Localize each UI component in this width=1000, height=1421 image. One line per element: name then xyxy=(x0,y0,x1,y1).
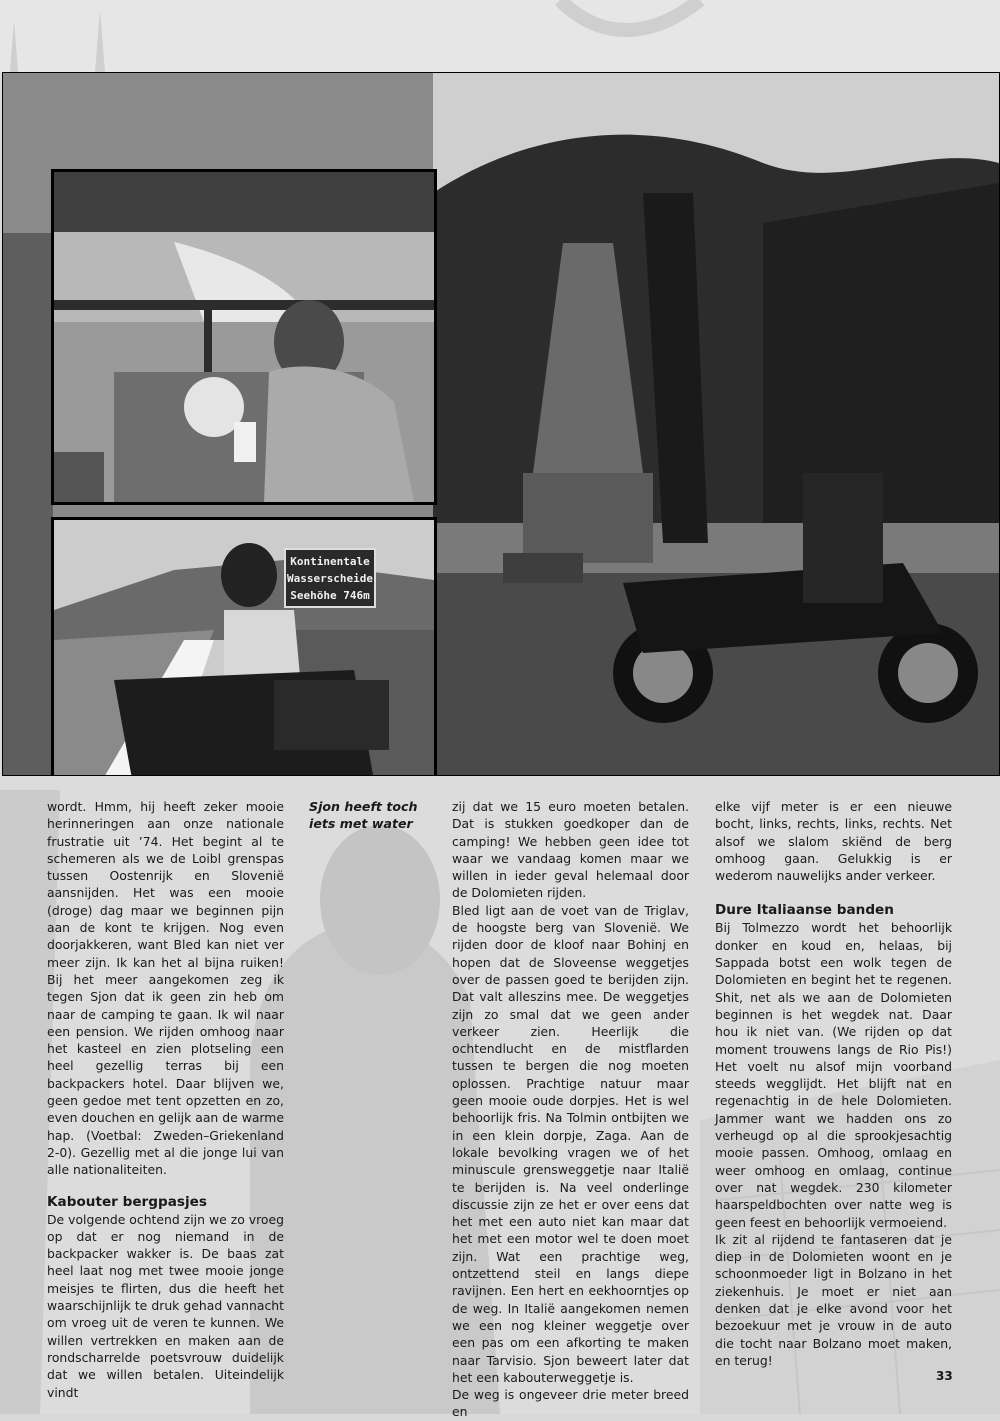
paragraph: elke vijf meter is er een nieuwe bocht, links, rechts, links, rechts. Net alsof we slalom skiënd de berg omhoog gaan. Gelukkig is er wederom nauwelijks ander verkeer. xyxy=(715,799,952,884)
paragraph: Bij Tolmezzo wordt het behoorlijk donker en koud en, helaas, bij Sappada botst een wolk tegen de Dolomieten en begint het te regenen. Shit, net als we aan de Dolomieten beginnen is het wegdek nat. Daar hou ik niet van. (We rijden op dat moment trouwens langs de Rio Pis!) Het voelt nu alsof mijn voorband steeds wegglijdt. Het blijft nat en regenachtig in de hele Dolomieten. Jammer want we hadden ons zo verheugd op al die sprookjesachtig mooie passen. Omhoog, omlaag en weer omhoog en omlaag, continue over nat wegdek. 230 kilometer haarspeldbochten over natte weg is geen feest en behoorlijk vermoeiend. xyxy=(715,920,952,1230)
paragraph: zij dat we 15 euro moeten betalen. Dat is stukken goedkoper dan de camping! We hebben geen idee tot waar we vandaag komen maar we willen in ieder geval helemaal door de Dolomieten rijden. xyxy=(452,799,689,901)
road-sign xyxy=(284,548,376,608)
section-heading: Dure Italiaanse banden xyxy=(715,902,894,919)
text-column-4 xyxy=(715,798,952,1369)
page-number: 33 xyxy=(936,1369,953,1383)
sign-line-1: Kontinentale xyxy=(290,555,370,568)
text-column-3 xyxy=(452,798,689,1421)
section-heading: Kabouter bergpasjes xyxy=(47,1193,207,1210)
sign-line-3: Seehöhe 746m xyxy=(290,589,370,602)
paragraph: Bled ligt aan de voet van de Triglav, de hoogste berg van Slovenië. We rijden door de kloof naar Bohinj en hopen dat de Sloveense weggetjes over de passen goed te berijden zijn. Dat valt alleszins mee. De weggetjes zijn zo smal dat we geen ander verkeer zien. Heerlijk die ochtendlucht en de mistflarden tussen te bergen die nog moeten oplossen. Prachtige natuur maar geen mooie oude dorpjes. Het is wel behoorlijk fris. Na Tolmin ontbijten we in een klein dorpje, Zaga. Aan de lokale bevolking vragen we of het minuscule grensweggetje naar Italië te berijden is. Na veel onderlinge discussie zijn ze het er over eens dat het met een auto niet kan maar dat het met een motor wel te doen moet zijn. Wat een prachtige weg, ontzettend steil en langs diepe ravijnen. Een hert en eekhoorntjes op de weg. In Italië aangekomen nemen we een nog kleiner weggetje over een pas om een afkorting te maken naar Tarvisio. Sjon beweert later dat het een kabouterweggetje is. xyxy=(452,902,689,1385)
paragraph: De volgende ochtend zijn we zo vroeg op dat er nog niemand in de backpacker wakker is. De baas zat heel laat nog met twee mooie jonge meisjes te flirten, dus die heeft het waarschijnlijk te druk gehad vannacht om vroeg uit de veren te kunnen. We willen vertrekken en maken aan de rondscharrelde poetsvrouw duidelijk dat we willen betalen. Uiteindelijk vindt xyxy=(47,1211,284,1400)
sign-line-2: Wasserscheide xyxy=(286,572,374,585)
caption-column xyxy=(309,798,439,832)
paragraph: Ik zit al rijdend te fantaseren dat je diep in de Dolomieten woont en je schoonmoeder ligt in Bolzano in het ziekenhuis. Je moet er niet aan denken dat je elke avond voor het bezoekuur met je vrouw in de auto die tocht naar Bolzano moet maken, en terug! xyxy=(715,1231,952,1368)
paragraph: wordt. Hmm, hij heeft zeker mooie herinneringen aan onze nationale frustratie uit ’74. Het begint al te schemeren als we de Loibl grenspas tussen Oostenrijk en Slovenië aansnijden. Het was een mooie (droge) dag maar we beginnen pijn aan de kont te krijgen. Nog even doorjakkeren, want Bled kan niet ver meer zijn. Ik kan het al bijna ruiken! Bij het meer aangekomen zeg ik tegen Sjon dat ik geen zin heb om naar de camping te gaan. Ik wil naar een pension. We rijden omhoog naar het kasteel en zien plotseling een heel gezellig terras bij een backpackers hotel. Daar blijven we, geen gedoe met tent opzetten en zo, even douchen en gelijk aan de warme hap. (Voetbal: Zweden–Griekenland 2-0). Gezellig met al die jonge lui van alle nationaliteiten. xyxy=(47,799,284,1178)
inset-photo-rider xyxy=(51,517,437,776)
main-photo xyxy=(2,72,1000,776)
paragraph: De weg is ongeveer drie meter breed en xyxy=(452,1387,689,1420)
photo-caption: Sjon heeft toch iets met water xyxy=(309,799,418,831)
inset-photo-terrace xyxy=(51,169,437,505)
text-column-1 xyxy=(47,798,284,1401)
